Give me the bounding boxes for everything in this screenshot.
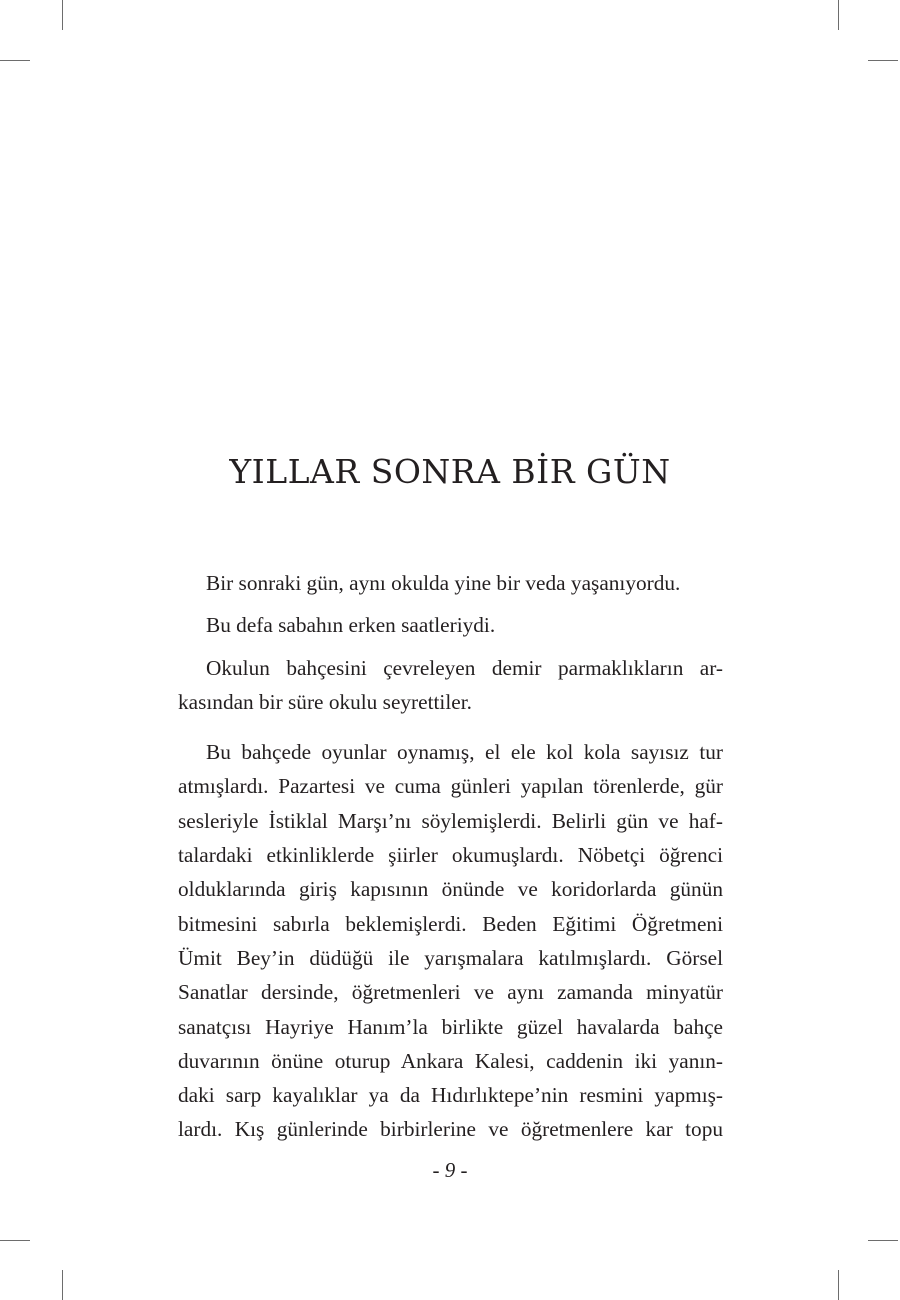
text-line: Ümit Bey’in düdüğü ile yarışmalara katılmışlardı. Görsel bbox=[178, 945, 723, 970]
paragraph bbox=[178, 735, 723, 1147]
body-text bbox=[178, 566, 723, 1147]
paragraph bbox=[178, 566, 723, 600]
text-line: Sanatlar dersinde, öğretmenleri ve aynı zamanda minyatür bbox=[178, 980, 723, 1005]
text-line: talardaki etkinliklerde şiirler okumuşlardı. Nöbetçi öğrenci bbox=[178, 843, 723, 868]
chapter-title: YILLAR SONRA BİR GÜN bbox=[229, 452, 671, 491]
paragraph bbox=[178, 608, 723, 642]
text-line: lardı. Kış günlerinde birbirlerine ve öğretmenlere kar topu bbox=[178, 1117, 723, 1142]
crop-mark bbox=[838, 0, 839, 30]
crop-mark bbox=[0, 60, 30, 61]
paragraph bbox=[178, 651, 723, 720]
crop-mark bbox=[62, 1270, 63, 1300]
text-line: Okulun bahçesini çevreleyen demir parmaklıkların ar- bbox=[206, 655, 723, 680]
text-line: daki sarp kayalıklar ya da Hıdırlıktepe’nin resmini yapmış- bbox=[178, 1083, 723, 1108]
text-line: Bu defa sabahın erken saatleriydi. bbox=[206, 613, 496, 638]
crop-mark bbox=[62, 0, 63, 30]
text-line: sanatçısı Hayriye Hanım’la birlikte güzel havalarda bahçe bbox=[178, 1014, 723, 1039]
crop-mark bbox=[0, 1240, 30, 1241]
text-line: kasından bir süre okulu seyrettiler. bbox=[178, 689, 472, 714]
text-line: Bir sonraki gün, aynı okulda yine bir veda yaşanıyordu. bbox=[206, 571, 681, 595]
text-line: Bu bahçede oyunlar oynamış, el ele kol kola sayısız tur bbox=[206, 740, 723, 765]
crop-mark bbox=[868, 1240, 898, 1241]
text-line: duvarının önüne oturup Ankara Kalesi, caddenin iki yanın- bbox=[178, 1048, 723, 1073]
crop-mark bbox=[838, 1270, 839, 1300]
text-line: bitmesini sabırla beklemişlerdi. Beden Eğitimi Öğretmeni bbox=[178, 911, 723, 936]
text-line: sesleriyle İstiklal Marşı’nı söylemişlerdi. Belirli gün ve haf- bbox=[178, 808, 723, 833]
text-line: atmışlardı. Pazartesi ve cuma günleri yapılan törenlerde, gür bbox=[178, 774, 723, 799]
text-line: olduklarında giriş kapısının önünde ve koridorlarda günün bbox=[178, 877, 723, 902]
crop-mark bbox=[868, 60, 898, 61]
page-number: - 9 - bbox=[432, 1158, 468, 1182]
